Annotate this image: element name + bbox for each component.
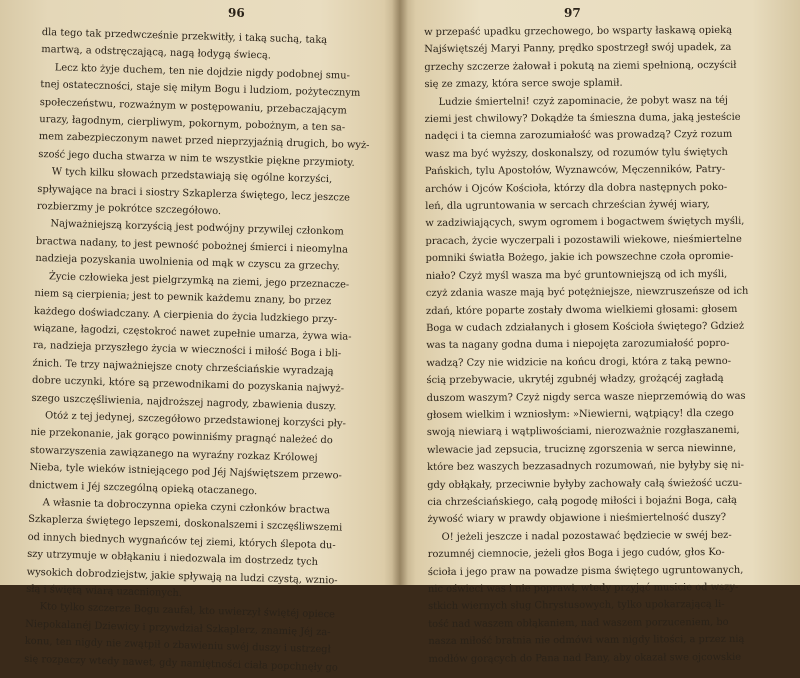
right-page-text	[424, 22, 773, 668]
text-line: niem są cierpienia; jest to pewnik każdemu znany, bo przez	[34, 287, 332, 308]
text-line: nic oświeci was i nie poprawi, wtedy przyjąć musicie od wszy-	[427, 581, 739, 595]
text-line: pracach, życie wyczerpali i pozostawili wiekowe, nieśmiertelne	[425, 233, 742, 247]
text-line: nasza miłość bratnia nie odmówi wam nigdy litości, a przez nią	[428, 633, 745, 648]
text-line: Ludzie śmiertelni! czyż zapominacie, że pobyt wasz na téj	[438, 94, 728, 108]
text-line: stkich wiernych sług Chrystusowych, tylko upokarzającą li-	[428, 599, 725, 613]
text-line: się ze zmazy, która serce swoje splamił.	[424, 77, 623, 91]
text-line: modłów gorących do Pana nad Pany, aby okazał swe ojcowskie	[428, 651, 742, 665]
text-line: Niepokalanéj Dziewicy i przywdział Szkaplerz, znamię Jéj za-	[25, 618, 331, 639]
text-line: szego uszczęśliwienia, najdroższej nagrody, zbawienia duszy.	[31, 392, 337, 412]
text-line: które bez waszych bezzasadnych rozumowań, nie byłyby się ni-	[427, 459, 744, 474]
text-line: Lecz kto żyje duchem, ten nie dojdzie nigdy podobnej smu-	[54, 62, 351, 82]
text-line: żywość wiary w prawdy objawione i nieśmiertelność duszy?	[427, 512, 727, 526]
text-line: ra, nadzieja przyszłego życia w wieczności i miłość Boga i bli-	[32, 340, 342, 360]
text-line: głosem wielkim i wzniosłym: »Niewierni, wątpiący! dla czego	[426, 407, 734, 421]
text-line: Nieba, tyle wieków istniejącego pod Jéj Najświętszem przewo-	[29, 461, 342, 482]
left-page	[0, 0, 398, 674]
text-line: leń, dla ugruntowania w sercach chrześcian żywéj wiary,	[425, 199, 710, 213]
text-line: W tych kilku słowach przedstawiają się ogólne korzyści,	[51, 166, 333, 186]
text-line: martwą, a odstręczającą, nagą łodygą świecą.	[41, 44, 272, 62]
text-line: Kto tylko szczerze Bogu zaufał, kto uwierzył świętéj opiece	[39, 601, 336, 621]
text-line: każdego doświadczany. A cierpienia do życia ludzkiego przy-	[33, 305, 338, 325]
text-line: niało? Czyż myśl wasza ma być gruntowniejszą od ich myśli,	[425, 268, 728, 282]
text-line: bractwa nadany, to jest pewność pobożnej śmierci i nieomylna	[35, 235, 349, 256]
text-line: dobre uczynki, które są przewodnikami do pozyskania najwyż-	[31, 374, 345, 395]
page-number-right: 97	[564, 6, 581, 20]
text-line: Pańskich, tylu Apostołów, Wyznawców, Męczenników, Patry-	[424, 164, 726, 178]
page-number-left: 96	[228, 6, 245, 20]
text-line: spływające na braci i siostry Szkaplerza świętego, lecz jeszcze	[37, 183, 351, 204]
text-line: słą i świętą wiarą uzacnionych.	[26, 583, 183, 600]
text-line: swoją niewiarą i wątpliwościami, nierozważnie rozgłaszanemi,	[426, 425, 740, 439]
text-line: Życie człowieka jest pielgrzymką na ziemi, jego przeznacze-	[48, 270, 350, 291]
text-line: A własnie ta dobroczynna opieka czyni członków bractwa	[42, 497, 331, 517]
text-line: w zadziwiających, swym ogromem i bogactwem świętych myśli,	[425, 216, 745, 230]
text-line: O! jeżeli jeszcze i nadal pozostawać będziecie w swéj bez-	[441, 529, 732, 543]
text-line: was ta nagany godna duma i niepojęta zarozumiałość popro-	[426, 338, 730, 352]
text-line: czyż zdania wasze mają być potężniejsze, niewzruszeńsze od ich	[425, 285, 749, 300]
text-line: dla tego tak przedwcześnie przekwitły, i taką suchą, taką	[41, 26, 328, 46]
text-line: ziemi jest chwilowy? Dokądże ta śmieszna duma, jaką jesteście	[424, 111, 741, 126]
text-line: źnich. Te trzy najważniejsze cnoty chrześciańskie wyradzają	[32, 357, 334, 377]
text-line: szość jego ducha stwarza w nim te wszystkie piękne przymioty.	[38, 148, 355, 169]
text-line: mem zabezpieczonym nawet przed nieprzyjaźnią drugich, bo wyż-	[38, 131, 370, 152]
text-line: konu, ten nigdy nie zwątpił o zbawieniu swéj duszy i ustrzegł	[24, 635, 331, 656]
text-line: rozumnéj ciemnocie, jeżeli głos Boga i jego cudów, głos Ko-	[427, 547, 725, 561]
text-line: wasz ma być wyższy, doskonalszy, od rozumów tylu świętych	[424, 146, 728, 160]
text-line: nie przekonanie, jak gorąco powinniśmy pragnąć należeć do	[30, 427, 333, 447]
text-line: Szkaplerza świętego lepszemi, doskonalszemi i szczęśliwszemi	[28, 514, 343, 534]
text-line: szy utrzymuje w obłąkaniu i niedozwala im dostrzedz tych	[27, 548, 319, 569]
text-line: Najświętszéj Maryi Panny, prędko spostrzegł swój upadek, za	[424, 42, 732, 56]
text-line: ścioła i jego praw na powadze pisma świętego ugruntowanych,	[427, 564, 744, 578]
text-line: Otóż z tej jedynej, szczegółowo przedstawionej korzyści pły-	[44, 410, 347, 430]
text-line: się rozpaczy wtedy nawet, gdy namiętności ciała popchnęły go	[24, 653, 338, 674]
text-line: dnictwem i Jéj szczególną opieką otaczanego.	[28, 479, 258, 497]
text-line: ścią przebywacie, ukrytéj zgubnéj władzy, grożącéj zagładą	[426, 373, 724, 387]
text-line: społeczeństwu, rozważnym w postępowaniu, przebaczającym	[39, 96, 347, 117]
text-line: nadęci i ta ciemna zarozumiałość was prowadzą? Czyż rozum	[424, 129, 733, 143]
text-line: tość nad waszem obłąkaniem, nad waszem porzuceniem, bo	[428, 616, 729, 630]
text-line: wadzą? Czy nie widzicie na końcu drogi, która z taką pewno-	[426, 355, 732, 369]
text-line: Najważniejszą korzyścią jest podwójny przywilej członkom	[50, 218, 344, 238]
text-line: nadzieja pozyskania uwolnienia od mąk w czyscu za grzechy.	[35, 253, 341, 273]
text-line: urazy, łagodnym, cierpliwym, pokornym, pobożnym, a ten sa-	[39, 113, 346, 134]
text-line: Boga w cudach zdziałanych i głosem Kościoła świętego? Gdzież	[426, 320, 745, 334]
text-line: gdy obłąkały, przeciwnie byłyby zachowały całą świeżość uczu-	[427, 477, 743, 491]
text-line: pomniki światła Bożego, jakie ich powszechne czoła opromie-	[425, 251, 734, 265]
text-line: duszom waszym? Czyż nigdy serca wasze nieprzemówią do was	[426, 390, 746, 404]
text-line: w przepaść upadku grzechowego, bo wsparty łaskawą opieką	[424, 24, 733, 38]
text-line: tnej ostateczności, staje się miłym Bogu i ludziom, pożytecznym	[40, 79, 361, 100]
text-line: stowarzyszenia zawiązanego na wyraźny rozkaz Królowej	[29, 444, 318, 464]
text-line: archów i Ojców Kościoła, którzy dla dobra następnych poko-	[425, 181, 728, 195]
text-line: wysokich dobrodziejstw, jakie spływają na ludzi czystą, wznio-	[26, 566, 338, 587]
text-line: grzechy szczerze żałował i pokutą na ziemi spełnioną, oczyścił	[424, 59, 737, 73]
left-page-text	[24, 24, 392, 678]
text-line: rozbierzmy je pokrótce szczegółowo.	[36, 200, 222, 218]
right-page	[402, 0, 800, 665]
text-line: cia chrześciańskiego, całą pogodę miłości i bojaźni Boga, całą	[427, 494, 737, 508]
text-line: wlewacie jad zepsucia, truciznę zgorszenia w serca niewinne,	[426, 442, 737, 456]
text-line: od innych biednych wygnańców tej ziemi, których ślepota du-	[27, 531, 336, 552]
text-line: wiązane, łagodzi, częstokroć nawet zupełnie umarza, żywa wia-	[33, 322, 352, 343]
text-line: zdań, które poparte zostały dwoma wielkiemi głosami: głosem	[425, 303, 738, 317]
